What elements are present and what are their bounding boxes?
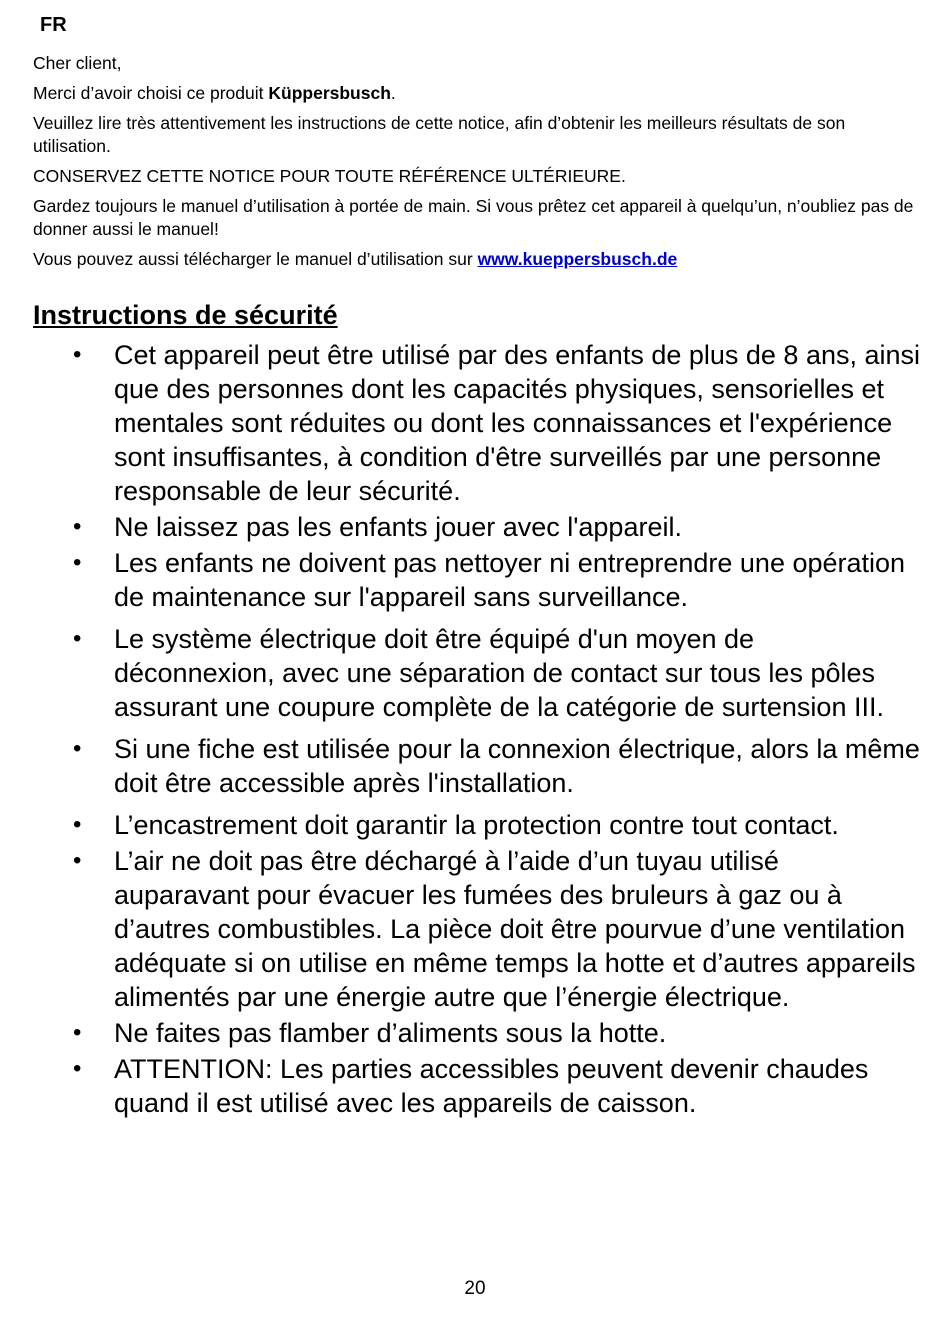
safety-title: Instructions de sécurité [33, 300, 338, 330]
safety-item-text: Le système électrique doit être équipé d'un moyen de déconnexion, avec une séparation de contact sur tous les pôles assurant une coupure complète de la catégorie de surtension III. [114, 624, 884, 722]
thanks-line [33, 82, 918, 105]
safety-item [0, 510, 920, 544]
bullet-icon: • [73, 549, 82, 576]
safety-item [0, 732, 920, 800]
language-code: FR [40, 14, 67, 36]
brand-name: Küppersbusch [268, 83, 391, 103]
safety-item-text: Les enfants ne doivent pas nettoyer ni entreprendre une opération de maintenance sur l'appareil sans surveillance. [114, 548, 906, 612]
bullet-icon: • [73, 1055, 82, 1082]
bullet-icon: • [73, 1019, 82, 1046]
safety-item [0, 338, 920, 508]
thanks-suffix: . [390, 83, 396, 103]
page-number: 20 [464, 1278, 486, 1299]
greeting: Cher client, [33, 53, 122, 73]
safety-item [0, 622, 920, 724]
safety-item-text: Ne faites pas flamber d’aliments sous la hotte. [114, 1018, 667, 1048]
bullet-icon: • [73, 341, 82, 368]
read-instructions: Veuillez lire très attentivement les instructions de cette notice, afin d’obtenir les meilleurs résultats de son utilisation. [33, 113, 846, 156]
safety-item [0, 546, 920, 614]
safety-item [0, 1016, 920, 1050]
safety-item [0, 808, 920, 842]
safety-item-text: ATTENTION: Les parties accessibles peuvent devenir chaudes quand il est utilisé avec les appareils de caisson. [114, 1054, 869, 1118]
safety-item-text: L’air ne doit pas être déchargé à l’aide d’un tuyau utilisé auparavant pour évacuer les fumées des bruleurs à gaz ou à d’autres combustibles. La pièce doit être pourvue d’une ventilation adéquate si on utilise en même temps la hotte et d’autres appareils alimentés par une énergie autre que l’énergie électrique. [114, 846, 916, 1012]
safety-item [0, 844, 920, 1014]
safety-item-text: Cet appareil peut être utilisé par des enfants de plus de 8 ans, ainsi que des personnes dont les capacités physiques, sensorielles et mentales sont réduites ou dont les connaissances et l'expérience sont insuffisantes, à condition d'être surveillés par une personne responsable de leur sécurité. [114, 340, 921, 506]
bullet-icon: • [73, 735, 82, 762]
intro-section [33, 52, 918, 278]
thanks-prefix: Merci d’avoir choisi ce produit [33, 83, 269, 103]
keep-notice: CONSERVEZ CETTE NOTICE POUR TOUTE RÉFÉRENCE ULTÉRIEURE. [33, 166, 626, 186]
bullet-icon: • [73, 625, 82, 652]
safety-item-text: Ne laissez pas les enfants jouer avec l'appareil. [114, 512, 682, 542]
safety-item [0, 1052, 920, 1120]
bullet-icon: • [73, 513, 82, 540]
download-line [33, 248, 918, 271]
keep-manual: Gardez toujours le manuel d’utilisation à portée de main. Si vous prêtez cet appareil à quelqu’un, n’oubliez pas de donner aussi le manuel! [33, 196, 914, 239]
website-link[interactable]: www.kueppersbusch.de [477, 249, 678, 269]
safety-item-text: Si une fiche est utilisée pour la connexion électrique, alors la même doit être accessible après l'installation. [114, 734, 920, 798]
bullet-icon: • [73, 847, 82, 874]
safety-list [0, 338, 920, 1122]
download-prefix: Vous pouvez aussi télécharger le manuel d’utilisation sur [33, 249, 478, 269]
safety-item-text: L’encastrement doit garantir la protection contre tout contact. [114, 810, 839, 840]
bullet-icon: • [73, 811, 82, 838]
